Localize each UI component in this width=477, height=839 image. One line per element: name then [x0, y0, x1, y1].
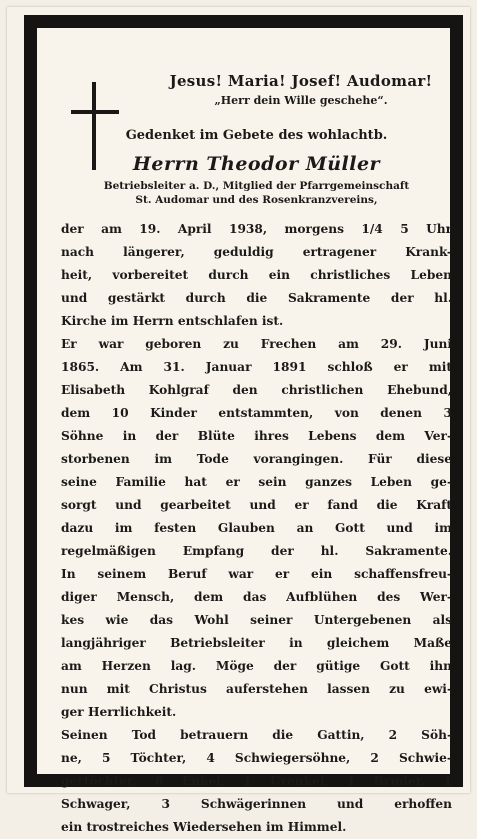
- deceased-name: Herrn Theodor Müller: [132, 153, 381, 175]
- text-line: seine Familie hat er sein ganzes Leben ge-: [61, 475, 452, 489]
- text-line: regelmäßigen Empfang der hl. Sakramente.: [61, 544, 452, 558]
- text-line: Er war geboren zu Frechen am 29. Juni: [61, 337, 452, 351]
- text-line: heit, vorbereitet durch ein christliches Leben: [61, 268, 452, 282]
- text-line: nach längerer, geduldig ertragener Krank-: [61, 245, 452, 259]
- text-line: am Herzen lag. Möge der gütige Gott ihn: [61, 659, 452, 673]
- obituary-text: [61, 218, 452, 839]
- text-line: nun mit Christus auferstehen lassen zu ewi-: [61, 682, 452, 696]
- text-line: Seinen Tod betrauern die Gattin, 2 Söh-: [61, 728, 452, 742]
- black-mourning-border: [24, 15, 463, 834]
- title-line: St. Audomar und des Rosenkranzvereins,: [135, 194, 378, 206]
- card-content: [51, 42, 452, 834]
- text-line: ger Herrlichkeit.: [61, 705, 177, 719]
- text-line: Kirche im Herrn entschlafen ist.: [61, 314, 284, 328]
- deceased-title: [51, 179, 462, 207]
- text-line: kes wie das Wohl seiner Untergebenen als: [61, 613, 452, 627]
- prayer-request: Gedenket im Gebete des wohlachtb.: [125, 128, 388, 143]
- title-line: Betriebsleiter a. D., Mitglied der Pfarrgemeinschaft: [103, 180, 410, 192]
- memorial-card: [7, 7, 470, 834]
- text-line: Elisabeth Kohlgraf den christlichen Ehebund,: [61, 383, 452, 397]
- text-line: In seinem Beruf war er ein schaffensfreu-: [61, 567, 452, 581]
- text-line: sorgt und gearbeitet und er fand die Kraft: [61, 498, 452, 512]
- text-line: der am 19. April 1938, morgens 1/4 5 Uhr: [61, 222, 452, 236]
- text-line: dazu im festen Glauben an Gott und im: [61, 521, 452, 535]
- text-line: Schwager, 3 Schwägerinnen und erhoffen: [61, 797, 452, 811]
- text-line: ein trostreiches Wiedersehen im Himmel.: [61, 820, 347, 834]
- text-line: ne, 5 Töchter, 4 Schwiegersöhne, 2 Schwie-: [61, 751, 452, 765]
- invocation: Jesus! Maria! Josef! Audomar!: [169, 72, 433, 90]
- motto: „Herr dein Wille geschehe“.: [214, 94, 388, 107]
- text-line: storbenen im Tode vorangingen. Für diese: [61, 452, 452, 466]
- text-line: gertöchter, 8 Enkel, 1 Urenkel, 1 Bruder, 1: [61, 774, 452, 788]
- text-line: und gestärkt durch die Sakramente der hl.: [61, 291, 452, 305]
- text-line: 1865. Am 31. Januar 1891 schloß er mit: [61, 360, 452, 374]
- text-line: Söhne in der Blüte ihres Lebens dem Ver-: [61, 429, 452, 443]
- text-line: diger Mensch, dem das Aufblühen des Wer-: [61, 590, 452, 604]
- text-line: langjähriger Betriebsleiter in gleichem Maße: [61, 636, 452, 650]
- text-line: dem 10 Kinder entstammten, von denen 3: [61, 406, 452, 420]
